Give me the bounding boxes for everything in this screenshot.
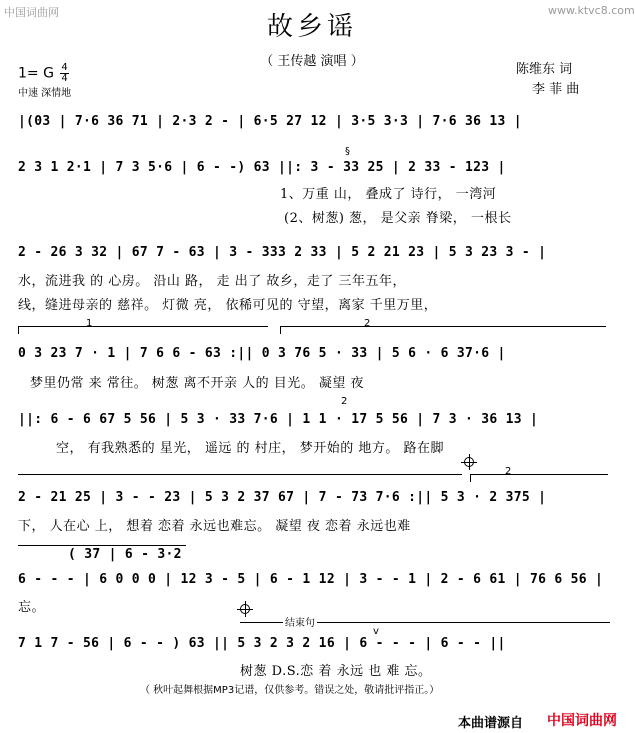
score-line-2: 2 3 1 2·1 | 7 3 5·6 | 6 - -) 63 ||: 3 - 33 25 | 2 33 - 123 | <box>18 160 506 175</box>
score-line-6: 2 - 21 25 | 3 - - 23 | 5 3 2 37 67 | 7 - 73 7·6 :|| 5 3 · 2 375 | <box>18 490 547 505</box>
volta-1-tick <box>18 326 19 334</box>
song-title: 故乡谣 <box>266 12 357 42</box>
volta-4-label: 2 <box>505 466 512 477</box>
breath-mark: v <box>373 626 379 637</box>
score-line-1: |(03 | 7·6 36 71 | 2·3 2 - | 6·5 27 12 | 3·5 3·3 | 7·6 36 13 | <box>18 114 522 129</box>
brand-logo-text[interactable]: 中国词曲网 <box>547 713 617 729</box>
watermark-left: 中国词曲网 <box>4 6 59 19</box>
ending-label: 结束句 <box>283 614 317 629</box>
coda-mark-1 <box>464 457 474 467</box>
segno-mark: § <box>345 146 350 157</box>
time-signature <box>60 63 68 84</box>
source-label: 本曲谱源自 <box>458 716 524 731</box>
volta-3-bracket <box>18 474 462 475</box>
lyric-verse-1-a: 1、万重 山， 叠成了 诗行， 一湾河 <box>280 187 497 202</box>
lyricist-credit: 陈维东 词 <box>516 62 573 77</box>
key-signature <box>18 63 69 84</box>
singer-credit: （ 王传越 演唱 ） <box>260 54 364 69</box>
watermark-right: www.ktvc8.com <box>548 4 635 17</box>
volta-2-second-label: 2 <box>341 396 348 407</box>
score-line-5: ||: 6 - 6 67 5 56 | 5 3 · 33 7·6 | 1 1 · 17 5 56 | 7 3 · 36 13 | <box>18 412 539 427</box>
lyric-line-4: 梦里仍常 来 常往。 树葱 离不开亲 人的 目光。 凝望 夜 <box>30 376 365 391</box>
intro-bracket <box>18 545 186 546</box>
volta-2-label: 2 <box>364 318 371 329</box>
lyric-line-8: 树葱 D.S.恋 着 永远 也 难 忘。 <box>240 664 432 679</box>
lyric-verse-1-b: 水，流进我 的 心房。 沿山 路， 走 出了 故乡，走了 三年五年， <box>18 274 407 289</box>
volta-4-tick <box>470 474 471 482</box>
score-line-7: 6 - - - | 6 0 0 0 | 12 3 - 5 | 6 - 1 12 | 3 - - 1 | 2 - 6 61 | 76 6 56 | <box>18 572 604 587</box>
volta-1-label: 1 <box>86 318 93 329</box>
volta-4-bracket <box>470 474 608 475</box>
score-line-8: 7 1 7 - 56 | 6 - - ) 63 || 5 3 2 3 2 16 | 6 - - - | 6 - - || <box>18 636 506 651</box>
transcriber-note: （ 秋叶起舞根据MP3记谱，仅供参考。错误之处，敬请批评指正。） <box>140 685 440 696</box>
volta-2-tick <box>280 326 281 334</box>
lyric-line-7: 忘。 <box>18 600 46 615</box>
volta-2-bracket <box>280 326 606 327</box>
coda-mark-2 <box>240 604 250 614</box>
score-line-3: 2 - 26 3 32 | 67 7 - 63 | 3 - 333 2 33 | 5 2 21 23 | 5 3 23 3 - | <box>18 245 547 260</box>
tempo-marking: 中速 深情地 <box>18 88 72 99</box>
time-bottom: 4 <box>61 73 68 84</box>
intro-line: ( 37 | 6 - 3·2 <box>68 547 182 562</box>
composer-credit: 李 菲 曲 <box>532 82 580 97</box>
volta-1-bracket <box>18 326 268 327</box>
lyric-verse-2-b: 线，缝进母亲的 慈祥。 灯微 亮， 依稀可见的 守望，离家 千里万里， <box>18 298 438 313</box>
lyric-line-6: 下， 人在心 上， 想着 恋着 永远也难忘。 凝望 夜 恋着 永远也难 <box>18 519 411 534</box>
lyric-line-5: 空， 有我熟悉的 星光， 遥远 的 村庄， 梦开始的 地方。 路在脚 <box>56 441 445 456</box>
score-line-4: 0 3 23 7 · 1 | 7 6 6 - 63 :|| 0 3 76 5 · 33 | 5 6 · 6 37·6 | <box>18 346 506 361</box>
key-label: 1= G <box>18 65 54 82</box>
lyric-verse-2-a: (2、树葱) 葱， 是父亲 脊梁， 一根长 <box>284 211 512 226</box>
time-top: 4 <box>61 62 68 73</box>
